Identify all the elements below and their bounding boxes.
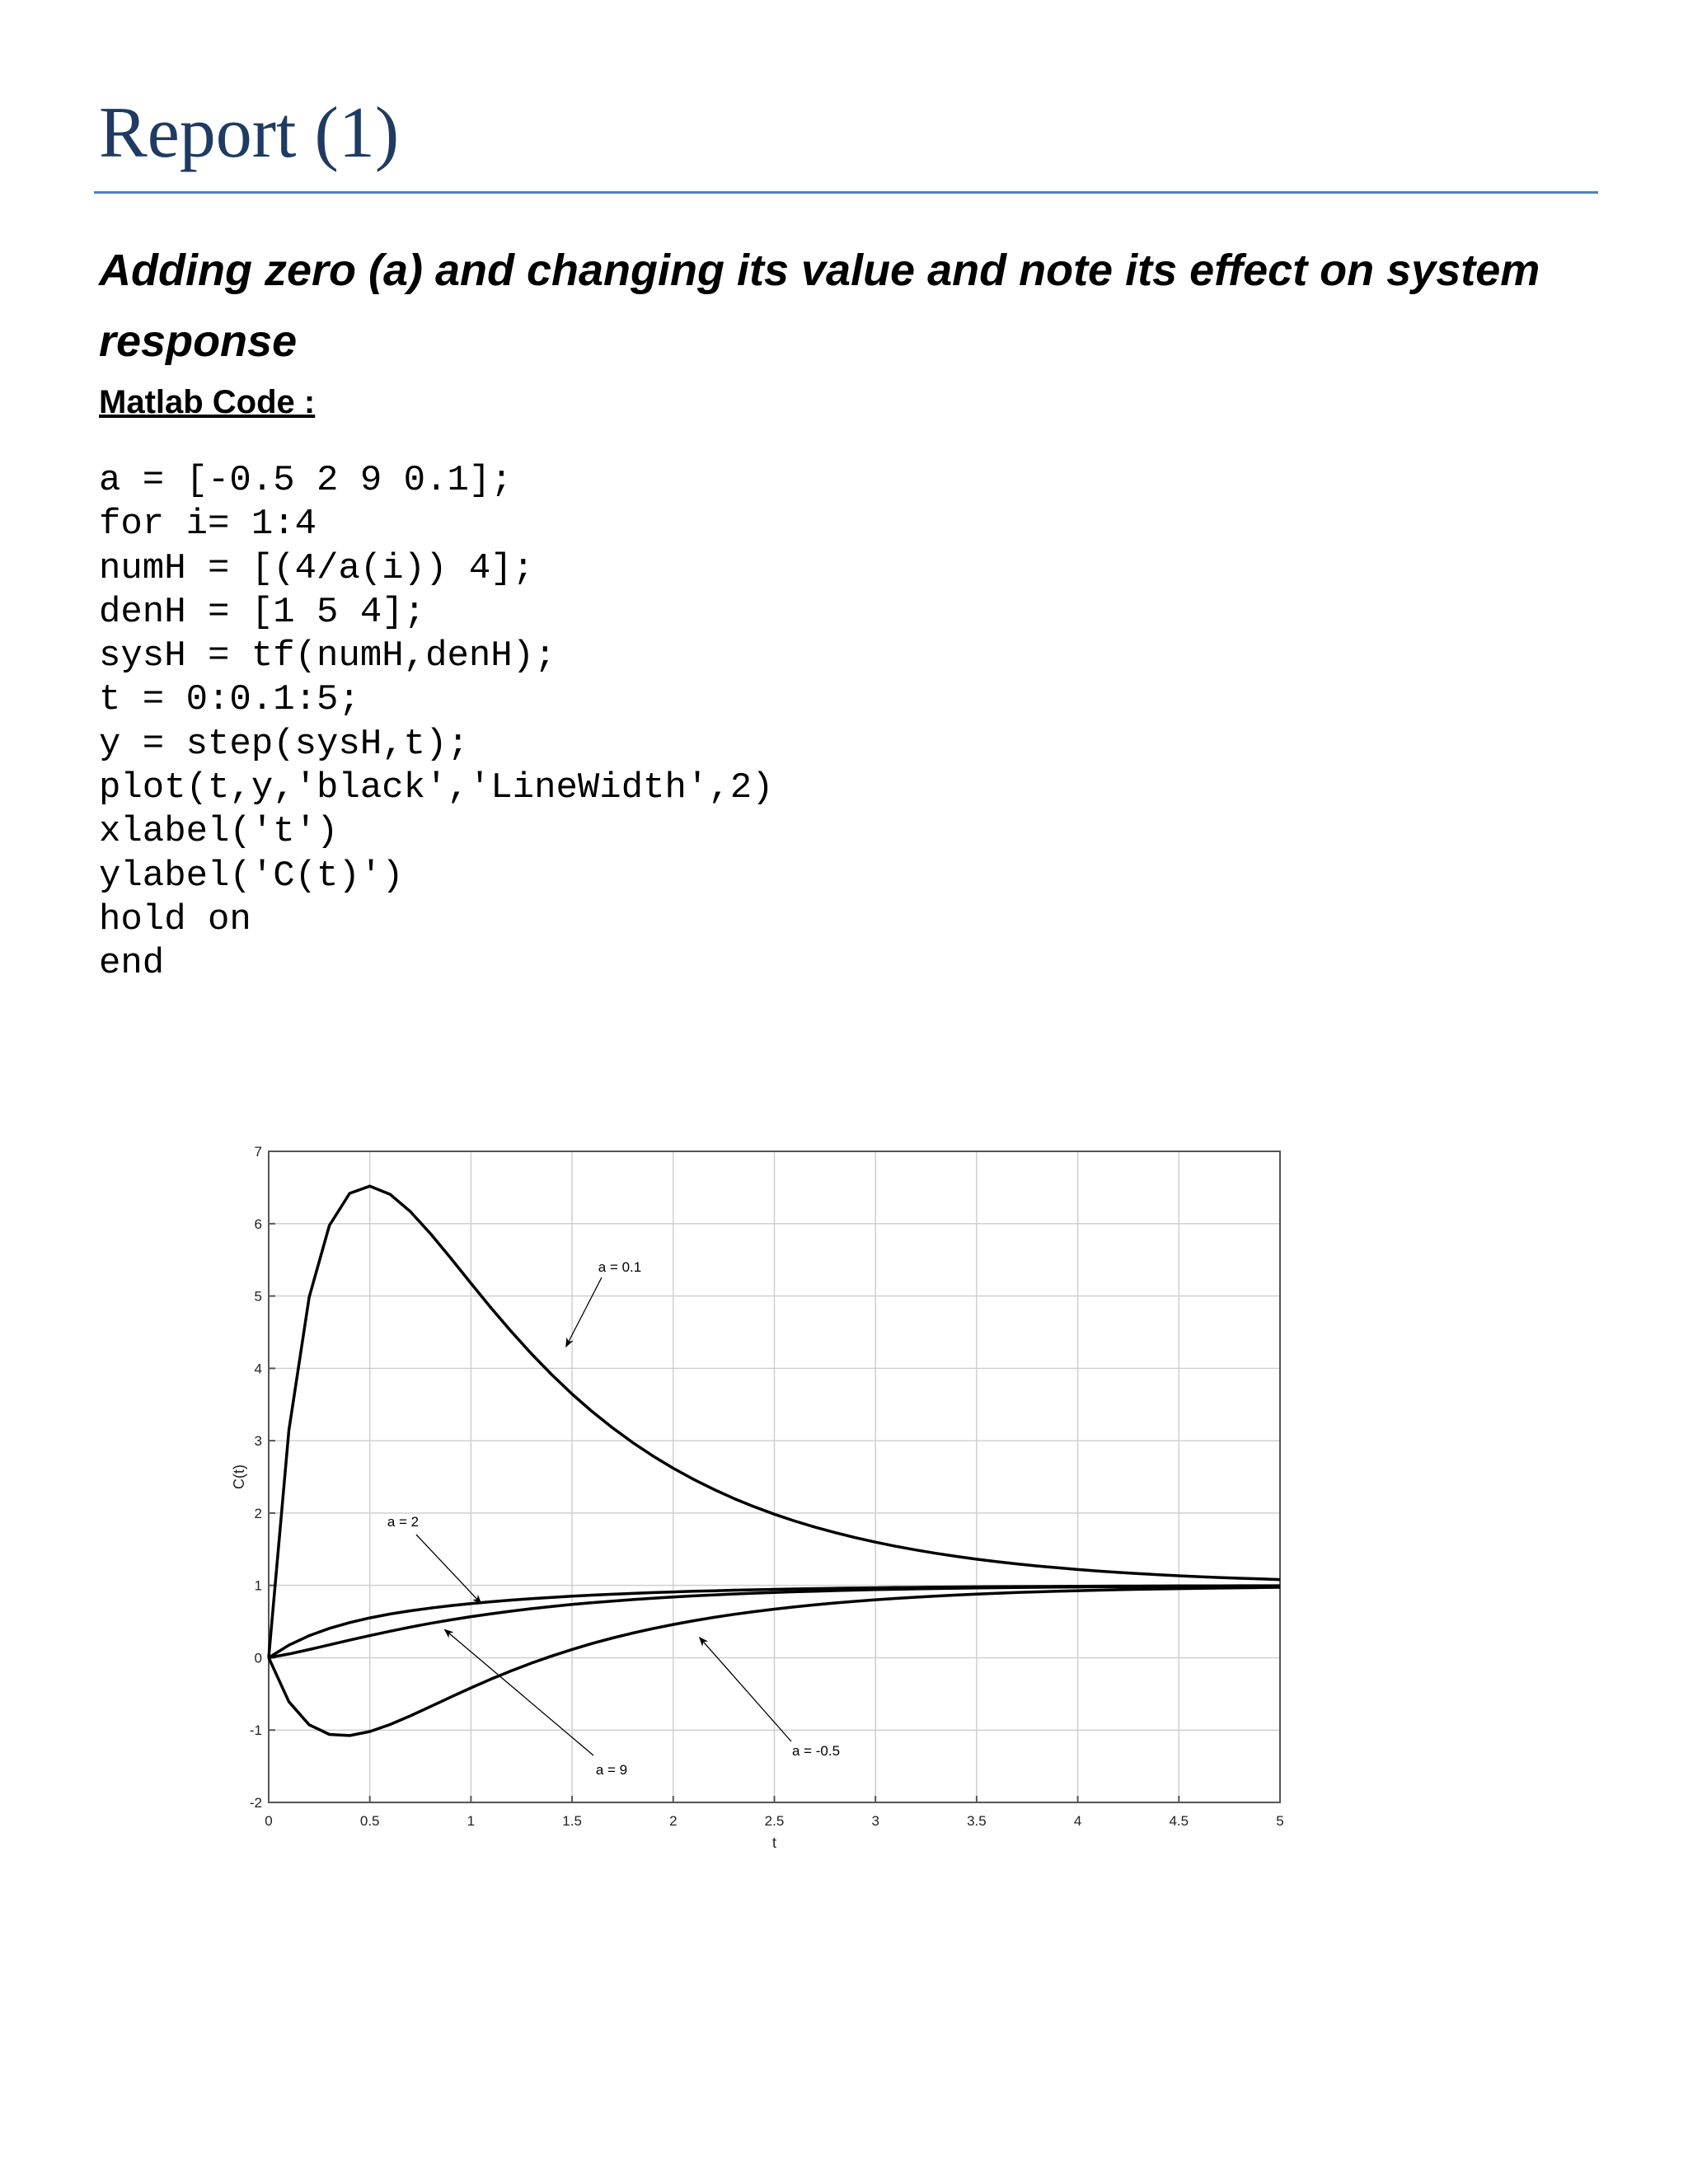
- x-tick-label: 2.5: [764, 1813, 785, 1829]
- y-tick-label: 4: [254, 1361, 262, 1377]
- y-tick-label: 1: [254, 1577, 262, 1594]
- x-axis-label: t: [771, 1835, 777, 1851]
- x-tick-label: 1.5: [562, 1813, 582, 1829]
- code-line: numH = [(4/a(i)) 4];: [99, 547, 535, 589]
- x-tick-label: 3: [871, 1813, 879, 1829]
- annotation-label: a = 2: [387, 1514, 420, 1530]
- y-tick-label: 7: [254, 1144, 262, 1160]
- code-line: t = 0:0.1:5;: [99, 679, 360, 721]
- code-heading: Matlab Code :: [99, 384, 316, 420]
- y-tick-label: -2: [249, 1795, 262, 1811]
- annotation-arrow: [566, 1277, 602, 1347]
- x-tick-label: 2: [669, 1813, 678, 1829]
- annotation-label: a = 0.1: [598, 1259, 642, 1275]
- annotation-arrow: [700, 1638, 791, 1741]
- y-tick-label: -1: [249, 1722, 262, 1739]
- code-line: for i= 1:4: [99, 504, 317, 546]
- code-line: denH = [1 5 4];: [99, 591, 426, 633]
- code-line: a = [-0.5 2 9 0.1];: [99, 460, 513, 501]
- y-tick-label: 2: [254, 1505, 262, 1521]
- code-line: xlabel('t'): [99, 811, 339, 853]
- y-tick-label: 5: [254, 1288, 262, 1305]
- code-line: sysH = tf(numH,denH);: [99, 635, 556, 677]
- annotation-label: a = 9: [595, 1762, 628, 1778]
- y-tick-label: 6: [254, 1216, 262, 1232]
- code-line: end: [99, 943, 165, 985]
- x-tick-label: 0.5: [359, 1813, 380, 1829]
- code-line: hold on: [99, 898, 251, 940]
- page-title: Report (1): [99, 93, 400, 173]
- x-tick-label: 1: [467, 1813, 476, 1829]
- y-axis-label: C(t): [231, 1465, 247, 1489]
- x-tick-label: 3.5: [967, 1813, 987, 1829]
- x-tick-label: 4: [1073, 1813, 1082, 1829]
- y-tick-label: 3: [254, 1433, 262, 1450]
- x-tick-label: 5: [1276, 1813, 1284, 1829]
- code-line: y = step(sysH,t);: [99, 723, 469, 765]
- annotation-label: a = -0.5: [791, 1743, 841, 1759]
- section-subtitle: Adding zero (a) and changing its value and note its effect on system response: [99, 246, 1540, 366]
- x-tick-label: 4.5: [1169, 1813, 1189, 1829]
- y-tick-label: 0: [254, 1650, 262, 1666]
- x-tick-label: 0: [265, 1813, 273, 1829]
- code-line: plot(t,y,'black','LineWidth',2): [99, 767, 774, 809]
- code-line: ylabel('C(t)'): [99, 855, 404, 897]
